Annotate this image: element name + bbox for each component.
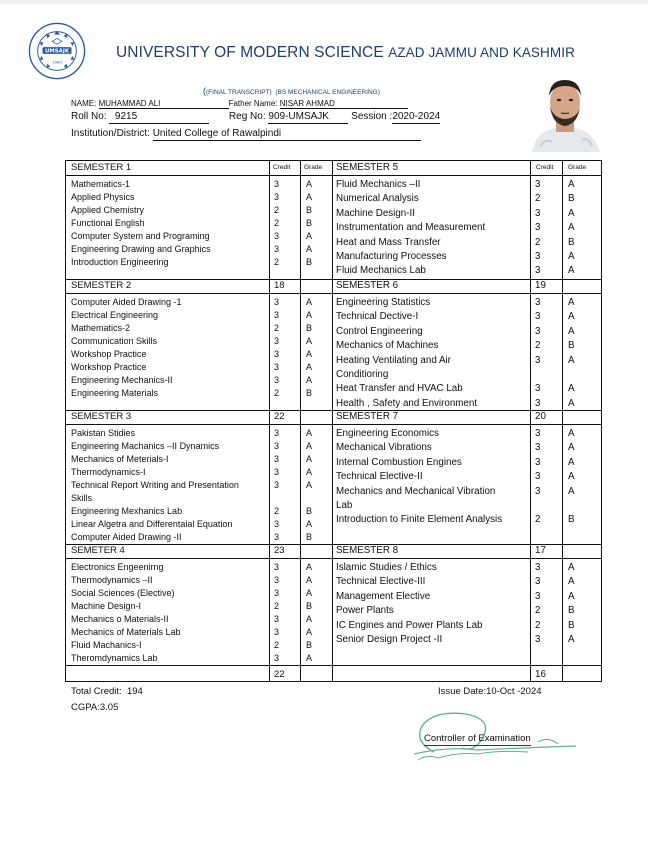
course-credit: 3 bbox=[535, 179, 541, 190]
course-grade: A bbox=[568, 222, 575, 234]
course-credit: 3 bbox=[535, 383, 541, 395]
course-name: Applied Chemistry bbox=[71, 205, 145, 215]
course-credit: 3 bbox=[274, 627, 280, 637]
course-grade: B bbox=[306, 532, 313, 542]
father-name-label: Father Name: bbox=[228, 99, 278, 108]
course-name: Mechanics of Meterials-I bbox=[71, 454, 169, 464]
course-grade: A bbox=[306, 653, 313, 663]
course-name: Fluid Mechanics Lab bbox=[336, 265, 426, 277]
course-grade: A bbox=[568, 265, 575, 277]
course-grade: A bbox=[306, 562, 313, 572]
course-grade: A bbox=[568, 297, 575, 308]
course-name: Skills bbox=[71, 493, 93, 503]
course-credit: 3 bbox=[535, 590, 541, 602]
session-value: 2020-2024 bbox=[392, 111, 441, 122]
course-grade: A bbox=[306, 428, 313, 438]
course-credit: 3 bbox=[535, 354, 541, 366]
course-grade: B bbox=[568, 340, 575, 352]
session-label: Session : bbox=[351, 111, 393, 122]
course-name: Applied Physics bbox=[71, 192, 135, 202]
course-name: Power Plants bbox=[336, 605, 394, 617]
course-grade: A bbox=[306, 441, 313, 451]
course-credit: 3 bbox=[274, 519, 280, 529]
course-credit: 3 bbox=[535, 485, 541, 497]
course-name: IC Engines and Power Plants Lab bbox=[336, 619, 483, 631]
course-name: Engineering Machanics –II Dynamics bbox=[71, 441, 220, 451]
reg-label: Reg No: bbox=[228, 111, 266, 122]
course-credit: 3 bbox=[535, 222, 541, 234]
course-grade: B bbox=[306, 640, 313, 650]
course-grade: A bbox=[568, 207, 575, 219]
course-grade: A bbox=[306, 349, 313, 359]
transcript-type: (FINAL TRANSCRIPT) bbox=[206, 89, 272, 96]
semester-credit-total: 23 bbox=[274, 545, 285, 556]
course-name: Lab bbox=[336, 500, 353, 511]
course-name: Machine Design-I bbox=[71, 601, 142, 611]
course-grade: A bbox=[306, 467, 313, 477]
course-name: Fluid Machanics-I bbox=[71, 640, 142, 650]
row-divider bbox=[66, 665, 601, 666]
column-divider bbox=[269, 161, 270, 681]
semester-title: SEMESTER 2 bbox=[71, 280, 132, 291]
roll-number: 9215 bbox=[114, 111, 138, 122]
course-credit: 2 bbox=[535, 236, 541, 248]
course-grade: A bbox=[568, 634, 575, 645]
course-name: Theromdynamics Lab bbox=[71, 653, 158, 663]
course-credit: 3 bbox=[535, 207, 541, 219]
course-credit: 2 bbox=[535, 619, 541, 631]
course-credit: 3 bbox=[535, 634, 541, 645]
course-grade: A bbox=[306, 627, 313, 637]
course-grade: B bbox=[568, 193, 575, 205]
course-name: Workshop Practice bbox=[71, 362, 147, 372]
course-name: Electronics Engeenirng bbox=[71, 562, 164, 572]
course-credit: 3 bbox=[535, 428, 541, 439]
course-grade: A bbox=[306, 614, 313, 624]
course-name: Engineering Mechanics-II bbox=[71, 375, 173, 385]
course-grade: B bbox=[306, 218, 313, 228]
course-grade: A bbox=[568, 471, 575, 483]
grade-header-right: Grade bbox=[568, 164, 587, 171]
course-credit: 2 bbox=[274, 506, 280, 516]
course-credit: 2 bbox=[535, 605, 541, 617]
course-name: Communication Skills bbox=[71, 336, 158, 346]
course-name: Engineering Mexhanics Lab bbox=[71, 506, 183, 516]
course-name: Management Elective bbox=[336, 590, 431, 602]
column-divider bbox=[300, 161, 301, 681]
row-divider bbox=[66, 293, 601, 294]
course-grade: B bbox=[568, 605, 575, 617]
course-credit: 2 bbox=[535, 193, 541, 205]
course-name: Mathematics-1 bbox=[71, 179, 131, 189]
controller-of-examination: Controller of Examination bbox=[424, 733, 531, 744]
course-name: Mechanics o Materials-II bbox=[71, 614, 169, 624]
final-semester-credit-total: 16 bbox=[535, 669, 546, 680]
course-grade: B bbox=[306, 388, 313, 398]
cgpa bbox=[71, 702, 118, 713]
course-grade: A bbox=[568, 485, 575, 497]
column-divider bbox=[332, 161, 333, 681]
course-grade: A bbox=[568, 576, 575, 588]
course-grade: A bbox=[568, 179, 575, 190]
course-credit: 3 bbox=[274, 532, 280, 542]
course-grade: B bbox=[568, 236, 575, 248]
course-credit: 3 bbox=[274, 653, 280, 663]
course-name: Pakistan Stidies bbox=[71, 428, 136, 438]
semester-credit-total: 18 bbox=[274, 280, 285, 291]
course-name: Mechanics and Mechanical Vibration bbox=[336, 485, 496, 497]
course-credit: 2 bbox=[535, 514, 541, 526]
course-name: Mechanics of Materials Lab bbox=[71, 627, 181, 637]
course-name: Islamic Studies / Ethics bbox=[336, 562, 437, 573]
course-credit: 3 bbox=[535, 325, 541, 337]
transcript-subtitle: ((FINAL TRANSCRIPT) (BS MECHANICAL ENGINEERING) bbox=[203, 86, 380, 96]
course-credit: 3 bbox=[535, 576, 541, 588]
column-divider bbox=[530, 161, 531, 681]
course-credit: 2 bbox=[274, 601, 280, 611]
institution-label: Institution/District: bbox=[71, 128, 150, 139]
viewer-top-bar bbox=[0, 0, 648, 4]
transcript-table bbox=[65, 160, 602, 682]
name-line bbox=[71, 99, 408, 109]
course-name: Engineering Statistics bbox=[336, 297, 431, 308]
course-grade: A bbox=[568, 428, 575, 439]
credit-header-left: Credit bbox=[273, 164, 291, 171]
semester-credit-total: 22 bbox=[274, 411, 285, 422]
course-credit: 3 bbox=[274, 562, 280, 572]
row-divider bbox=[66, 544, 601, 545]
student-photo bbox=[526, 72, 604, 152]
course-grade: B bbox=[306, 323, 313, 333]
course-name: Engineering Materials bbox=[71, 388, 159, 398]
course-credit: 2 bbox=[274, 640, 280, 650]
roll-label: Roll No: bbox=[71, 111, 107, 122]
issue-date-value: 10-Oct -2024 bbox=[486, 686, 542, 697]
university-name: UNIVERSITY OF MODERN SCIENCE bbox=[116, 44, 384, 61]
course-grade: B bbox=[568, 514, 575, 526]
course-name: Control Engineering bbox=[336, 325, 423, 337]
total-credit bbox=[71, 686, 143, 697]
course-grade: B bbox=[568, 619, 575, 631]
semester-title: SEMETER 4 bbox=[71, 545, 125, 556]
course-name: Social Sciences (Elective) bbox=[71, 588, 175, 598]
course-credit: 3 bbox=[535, 265, 541, 277]
course-credit: 3 bbox=[274, 428, 280, 438]
student-name: MUHAMMAD ALI bbox=[99, 100, 229, 109]
course-credit: 2 bbox=[274, 218, 280, 228]
course-grade: A bbox=[568, 456, 575, 468]
course-name: Heat Transfer and HVAC Lab bbox=[336, 383, 463, 395]
column-divider bbox=[562, 161, 563, 681]
course-grade: A bbox=[568, 251, 575, 262]
course-grade: A bbox=[306, 454, 313, 464]
course-grade: A bbox=[568, 325, 575, 337]
course-grade: A bbox=[306, 310, 313, 320]
issue-date-label: Issue Date: bbox=[438, 686, 487, 697]
course-grade: B bbox=[306, 601, 313, 611]
cgpa-value: 3.05 bbox=[99, 702, 119, 713]
course-credit: 3 bbox=[274, 231, 280, 241]
course-name: Mechanical Vibrations bbox=[336, 442, 432, 454]
course-grade: A bbox=[568, 397, 575, 409]
course-credit: 3 bbox=[274, 192, 280, 202]
credit-header-right: Credit bbox=[536, 164, 554, 171]
course-credit: 3 bbox=[274, 375, 280, 385]
course-credit: 3 bbox=[535, 311, 541, 323]
course-grade: A bbox=[306, 336, 313, 346]
course-credit: 2 bbox=[274, 257, 280, 267]
course-grade: A bbox=[568, 311, 575, 323]
row-divider bbox=[66, 424, 601, 425]
total-credit-value: 194 bbox=[126, 686, 143, 697]
course-grade: A bbox=[306, 362, 313, 372]
course-name: Computer Aided Drawing -II bbox=[71, 532, 182, 542]
course-credit: 3 bbox=[274, 297, 280, 307]
course-name: Engineering Drawing and Graphics bbox=[71, 244, 211, 254]
course-name: Thermodynamics-I bbox=[71, 467, 146, 477]
university-location: AZAD JAMMU AND KASHMIR bbox=[388, 45, 575, 60]
course-grade: B bbox=[306, 205, 313, 215]
father-name: NISAR AHMAD bbox=[280, 100, 408, 109]
course-grade: A bbox=[568, 383, 575, 395]
course-name: Thermodynamics –II bbox=[71, 575, 153, 585]
course-credit: 2 bbox=[274, 323, 280, 333]
course-grade: B bbox=[306, 257, 313, 267]
course-name: Mathematics-2 bbox=[71, 323, 131, 333]
row-divider bbox=[66, 279, 601, 280]
course-grade: A bbox=[306, 375, 313, 385]
course-grade: A bbox=[306, 575, 313, 585]
final-semester-credit-total: 22 bbox=[274, 669, 285, 680]
course-credit: 3 bbox=[274, 575, 280, 585]
course-credit: 3 bbox=[535, 456, 541, 468]
course-credit: 2 bbox=[274, 205, 280, 215]
course-name: Engineering Economics bbox=[336, 428, 439, 439]
semester-title: SEMESTER 6 bbox=[336, 280, 399, 291]
logo-text: UMSAJK bbox=[44, 48, 70, 55]
row-divider bbox=[66, 175, 601, 176]
course-name: Computer Aided Drawing -1 bbox=[71, 297, 182, 307]
course-credit: 3 bbox=[274, 244, 280, 254]
course-name: Machine Design-II bbox=[336, 207, 415, 219]
semester-title: SEMESTER 7 bbox=[336, 411, 399, 422]
course-name: Heat and Mass Transfer bbox=[336, 236, 441, 248]
course-name: Technical Dective-I bbox=[336, 311, 419, 323]
course-grade: A bbox=[568, 562, 575, 573]
course-name: Heating Ventilating and Air bbox=[336, 354, 451, 366]
total-credit-label: Total Credit: bbox=[71, 686, 122, 697]
semester-title: SEMESTER 3 bbox=[71, 411, 132, 422]
course-name: Mechanics of Machines bbox=[336, 340, 439, 352]
university-logo-seal bbox=[28, 22, 86, 80]
svg-text:1980: 1980 bbox=[52, 59, 62, 65]
course-grade: A bbox=[306, 244, 313, 254]
semester-title: SEMESTER 5 bbox=[336, 162, 399, 173]
course-name: Linear Algetra and Differentaial Equation bbox=[71, 519, 233, 529]
course-grade: A bbox=[306, 519, 313, 529]
course-grade: A bbox=[568, 590, 575, 602]
institution-value: United College of Rawalpindi bbox=[153, 129, 421, 141]
semester-credit-total: 19 bbox=[535, 280, 546, 291]
course-credit: 3 bbox=[274, 349, 280, 359]
course-credit: 3 bbox=[274, 588, 280, 598]
grade-header-left: Grade bbox=[304, 164, 323, 171]
course-name: Workshop Practice bbox=[71, 349, 147, 359]
issue-date bbox=[438, 686, 542, 697]
semester-title: SEMESTER 8 bbox=[336, 545, 399, 556]
course-grade: A bbox=[568, 354, 575, 366]
course-credit: 3 bbox=[535, 297, 541, 308]
course-name: Manufacturing Processes bbox=[336, 251, 447, 262]
course-name: Conditioring bbox=[336, 369, 389, 380]
course-name: Electrical Engineering bbox=[71, 310, 159, 320]
course-credit: 3 bbox=[535, 471, 541, 483]
institution-line bbox=[71, 128, 421, 141]
course-grade: A bbox=[306, 588, 313, 598]
course-name: Technical Elective-II bbox=[336, 471, 423, 483]
name-label: NAME: bbox=[71, 99, 97, 108]
course-credit: 3 bbox=[535, 442, 541, 454]
course-credit: 3 bbox=[535, 562, 541, 573]
program-name: (BS MECHANICAL ENGINEERING) bbox=[275, 89, 380, 96]
course-name: Computer System and Programing bbox=[71, 231, 210, 241]
course-name: Functional English bbox=[71, 218, 145, 228]
course-credit: 3 bbox=[274, 362, 280, 372]
course-credit: 3 bbox=[274, 179, 280, 189]
reg-number: 909-UMSAJK bbox=[268, 112, 348, 124]
course-name: Senior Design Project -II bbox=[336, 634, 443, 645]
course-grade: A bbox=[306, 480, 313, 490]
course-name: Introduction Engineering bbox=[71, 257, 169, 267]
course-name: Technical Elective-III bbox=[336, 576, 426, 588]
course-grade: A bbox=[306, 192, 313, 202]
course-credit: 3 bbox=[274, 614, 280, 624]
course-credit: 3 bbox=[535, 397, 541, 409]
university-title bbox=[116, 44, 575, 62]
course-name: Health , Safety and Environment bbox=[336, 397, 478, 409]
roll-line bbox=[71, 111, 440, 124]
course-credit: 3 bbox=[274, 480, 280, 490]
course-credit: 2 bbox=[535, 340, 541, 352]
course-credit: 3 bbox=[274, 467, 280, 477]
semester-credit-total: 20 bbox=[535, 411, 546, 422]
semester-credit-total: 17 bbox=[535, 545, 546, 556]
course-name: Numerical Analysis bbox=[336, 193, 419, 205]
course-name: Introduction to Finite Element Analysis bbox=[336, 514, 503, 526]
course-credit: 3 bbox=[274, 454, 280, 464]
course-credit: 3 bbox=[535, 251, 541, 262]
course-grade: A bbox=[306, 179, 313, 189]
row-divider bbox=[66, 558, 601, 559]
course-credit: 3 bbox=[274, 441, 280, 451]
course-name: Internal Combustion Engines bbox=[336, 456, 462, 468]
course-grade: A bbox=[568, 442, 575, 454]
semester-title: SEMESTER 1 bbox=[71, 162, 132, 173]
course-credit: 2 bbox=[274, 388, 280, 398]
course-credit: 3 bbox=[274, 310, 280, 320]
course-name: Fluid Mechanics –II bbox=[336, 179, 421, 190]
row-divider bbox=[66, 410, 601, 411]
cgpa-label: CGPA: bbox=[71, 702, 100, 713]
course-credit: 3 bbox=[274, 336, 280, 346]
course-grade: A bbox=[306, 231, 313, 241]
course-grade: A bbox=[306, 297, 313, 307]
course-grade: B bbox=[306, 506, 313, 516]
course-name: Technical Report Writing and Presentation bbox=[71, 480, 239, 490]
course-name: Instrumentation and Measurement bbox=[336, 222, 486, 234]
